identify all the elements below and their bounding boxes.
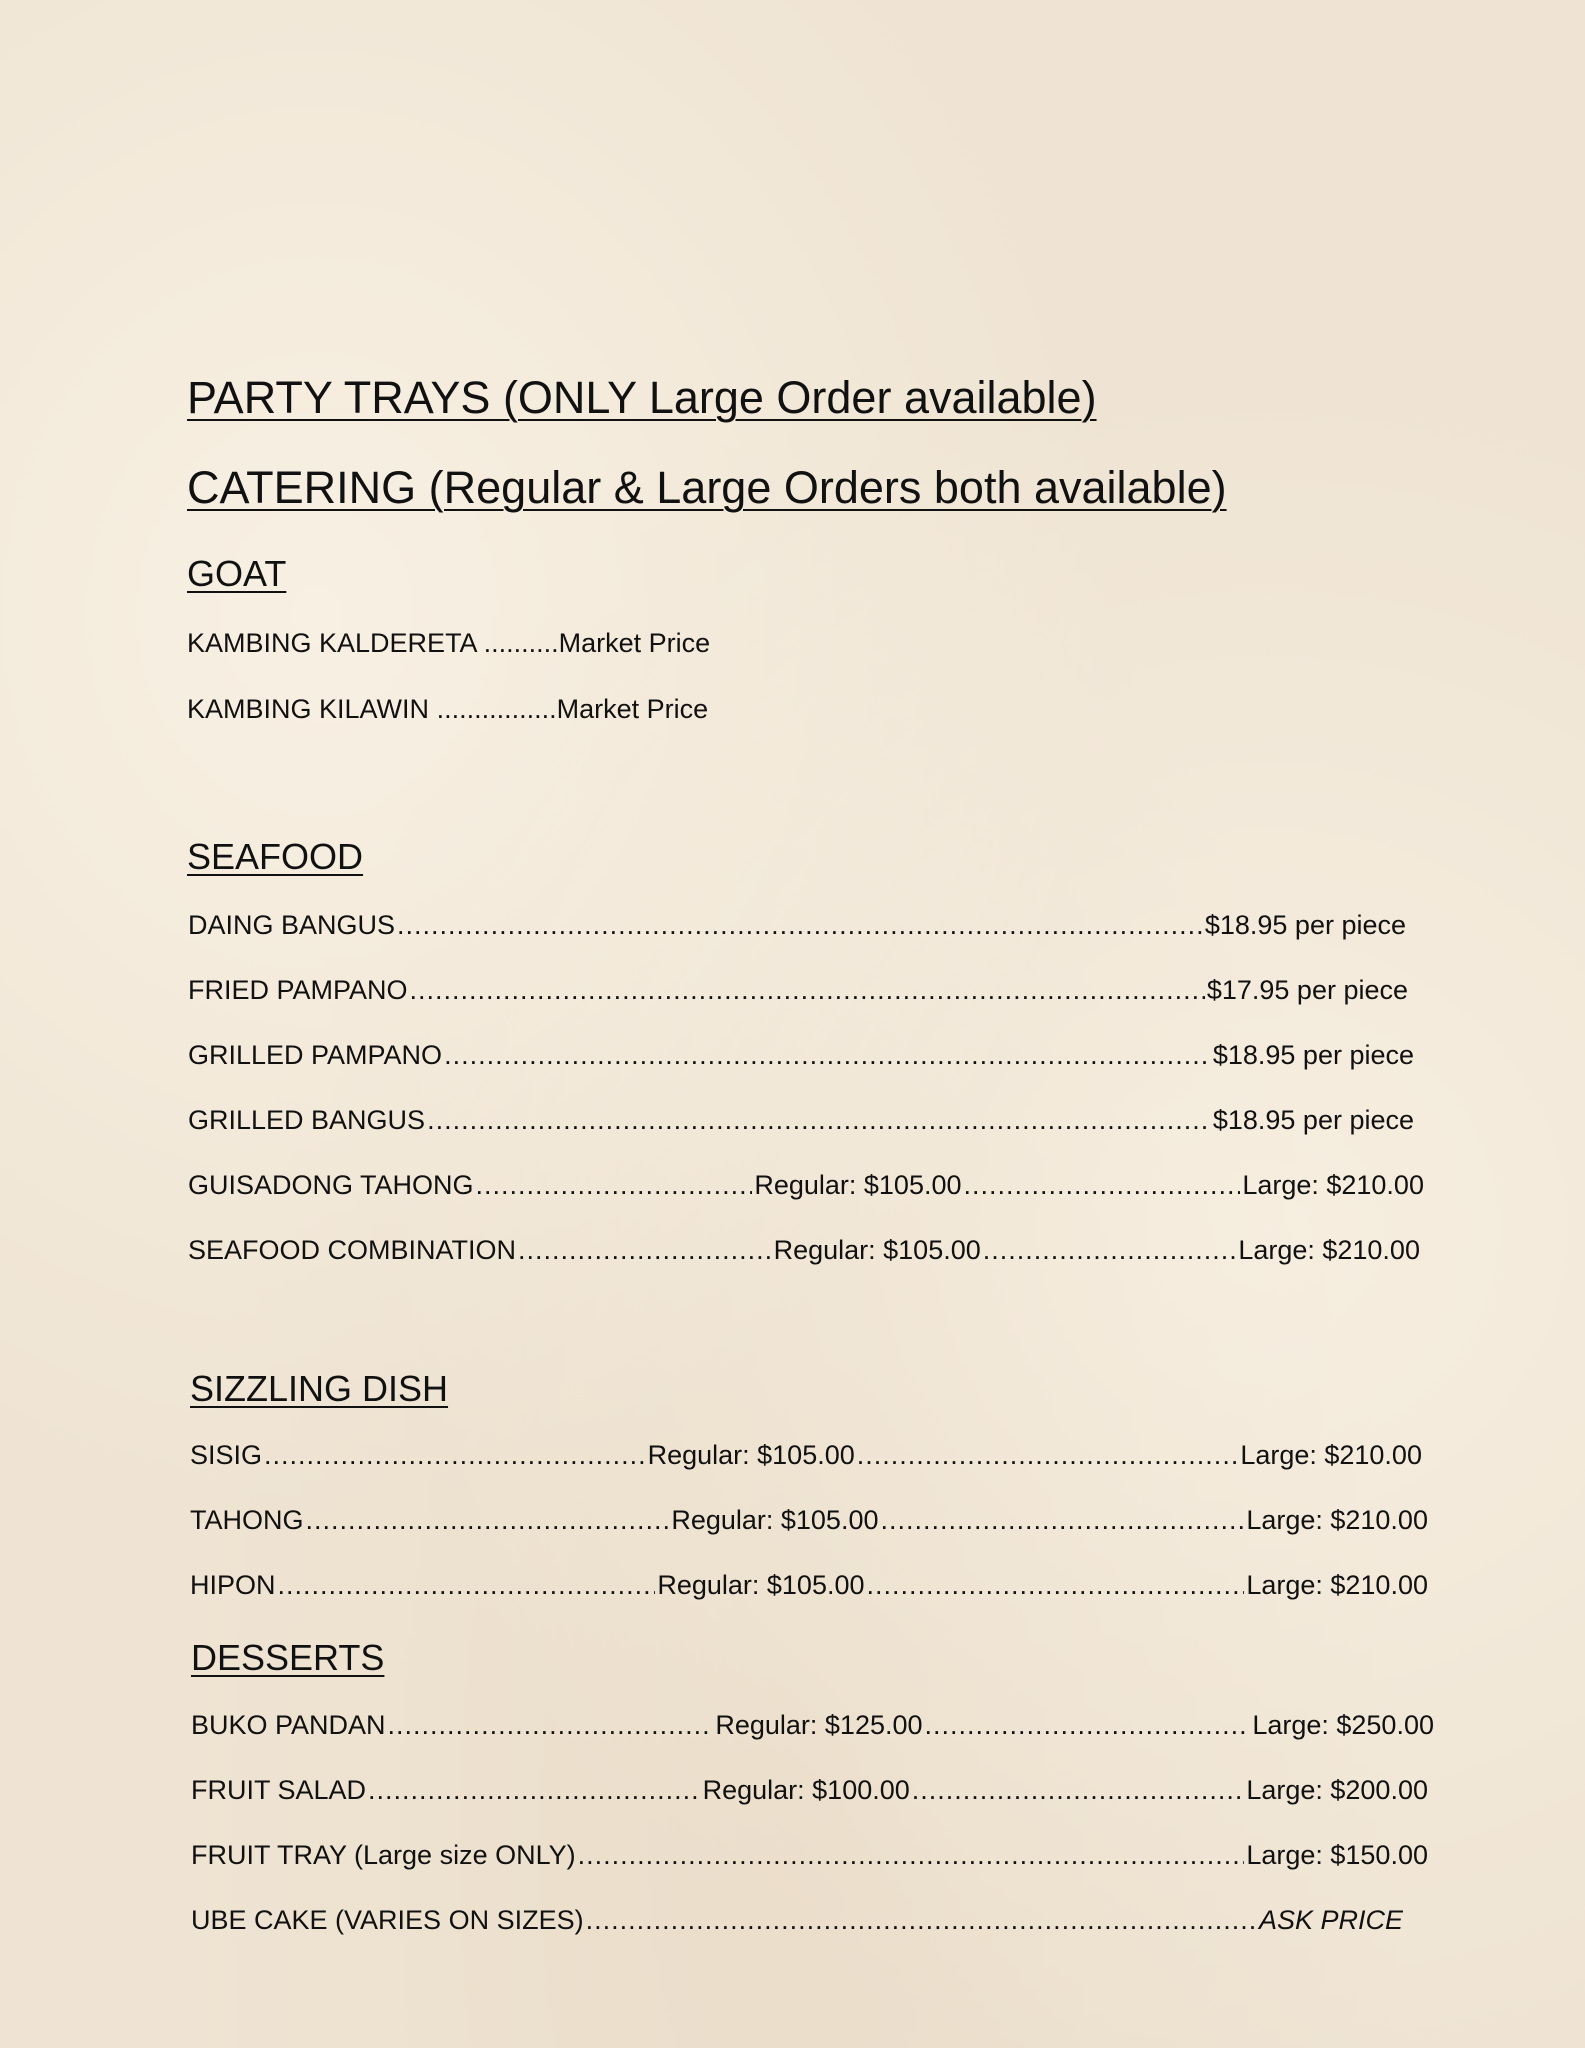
item-leader bbox=[518, 1235, 772, 1266]
item-leader bbox=[925, 1710, 1251, 1741]
item-regular-price: Regular: $105.00 bbox=[671, 1505, 879, 1535]
item-regular-price: Regular: $105.00 bbox=[657, 1570, 865, 1600]
item-regular-price: Regular: $105.00 bbox=[647, 1440, 855, 1470]
item-leader bbox=[397, 910, 1203, 941]
item-name: FRUIT SALAD bbox=[191, 1775, 367, 1805]
item-leader bbox=[368, 1775, 701, 1806]
sizzling-dish-heading: SIZZLING DISH bbox=[190, 1368, 449, 1409]
item-leader bbox=[476, 1170, 753, 1201]
item-price: Market Price bbox=[558, 628, 711, 658]
item-leader bbox=[278, 1570, 656, 1601]
menu-item-kambing-kilawin bbox=[187, 694, 708, 725]
seafood-heading: SEAFOOD bbox=[187, 836, 364, 877]
item-regular-price: Regular: $105.00 bbox=[754, 1170, 962, 1200]
item-leader bbox=[880, 1505, 1244, 1536]
item-large-price: Large: $210.00 bbox=[1246, 1505, 1428, 1535]
menu-item-sisig bbox=[190, 1440, 1422, 1471]
item-name: SISIG bbox=[190, 1440, 263, 1470]
item-name: TAHONG bbox=[190, 1505, 304, 1535]
item-name: GRILLED BANGUS bbox=[188, 1105, 426, 1135]
item-leader bbox=[964, 1170, 1241, 1201]
item-large-price: Large: $150.00 bbox=[1246, 1840, 1428, 1870]
catering-title: CATERING (Regular & Large Orders both available) bbox=[187, 462, 1227, 513]
item-leader bbox=[410, 975, 1205, 1006]
party-trays-title: PARTY TRAYS (ONLY Large Order available) bbox=[187, 372, 1097, 423]
item-leader: .......... bbox=[483, 628, 559, 658]
item-large-price: Large: $210.00 bbox=[1238, 1235, 1420, 1265]
item-large-price: Large: $210.00 bbox=[1242, 1170, 1424, 1200]
item-leader bbox=[586, 1905, 1257, 1936]
menu-item-tahong bbox=[190, 1505, 1428, 1536]
menu-item-ube-cake bbox=[191, 1905, 1403, 1936]
menu-item-hipon bbox=[190, 1570, 1428, 1601]
item-name: KAMBING KALDERETA bbox=[187, 628, 477, 658]
item-name: SEAFOOD COMBINATION bbox=[188, 1235, 517, 1265]
item-name: GRILLED PAMPANO bbox=[188, 1040, 443, 1070]
menu-item-fruit-tray bbox=[191, 1840, 1428, 1871]
goat-heading: GOAT bbox=[187, 553, 287, 594]
item-name: UBE CAKE (VARIES ON SIZES) bbox=[191, 1905, 584, 1935]
menu-item-fried-pampano bbox=[188, 975, 1408, 1006]
menu-item-grilled-bangus bbox=[188, 1105, 1414, 1136]
item-large-price: Large: $210.00 bbox=[1246, 1570, 1428, 1600]
item-large-price: Large: $200.00 bbox=[1246, 1775, 1428, 1805]
item-name: GUISADONG TAHONG bbox=[188, 1170, 474, 1200]
item-leader bbox=[444, 1040, 1211, 1071]
item-price: $18.95 per piece bbox=[1212, 1040, 1414, 1070]
item-large-price: Large: $250.00 bbox=[1252, 1710, 1434, 1740]
menu-item-fruit-salad bbox=[191, 1775, 1428, 1806]
item-name: HIPON bbox=[190, 1570, 276, 1600]
item-name: FRUIT TRAY (Large size ONLY) bbox=[191, 1840, 576, 1870]
menu-item-kambing-kaldereta bbox=[187, 628, 710, 659]
item-leader bbox=[857, 1440, 1239, 1471]
item-leader bbox=[867, 1570, 1245, 1601]
item-regular-price: Regular: $125.00 bbox=[715, 1710, 923, 1740]
item-leader bbox=[912, 1775, 1245, 1806]
item-leader bbox=[264, 1440, 646, 1471]
item-leader bbox=[983, 1235, 1237, 1266]
item-name: BUKO PANDAN bbox=[191, 1710, 386, 1740]
item-regular-price: Regular: $100.00 bbox=[702, 1775, 910, 1805]
menu-item-buko-pandan bbox=[191, 1710, 1434, 1741]
item-name: FRIED PAMPANO bbox=[188, 975, 408, 1005]
item-price: Market Price bbox=[556, 694, 709, 724]
item-name: DAING BANGUS bbox=[188, 910, 396, 940]
menu-item-grilled-pampano bbox=[188, 1040, 1414, 1071]
item-price: $17.95 per piece bbox=[1206, 975, 1408, 1005]
item-price: $18.95 per piece bbox=[1212, 1105, 1414, 1135]
item-regular-price: Regular: $105.00 bbox=[773, 1235, 981, 1265]
item-leader bbox=[578, 1840, 1245, 1871]
menu-item-daing-bangus bbox=[188, 910, 1406, 941]
item-large-price: Large: $210.00 bbox=[1240, 1440, 1422, 1470]
item-price: ASK PRICE bbox=[1258, 1905, 1403, 1935]
menu-item-seafood-combination bbox=[188, 1235, 1420, 1266]
item-name: KAMBING KILAWIN bbox=[187, 694, 430, 724]
menu-item-guisadong-tahong bbox=[188, 1170, 1424, 1201]
item-leader: ................ bbox=[436, 694, 557, 724]
item-leader bbox=[306, 1505, 670, 1536]
item-price: $18.95 per piece bbox=[1204, 910, 1406, 940]
item-leader bbox=[427, 1105, 1211, 1136]
desserts-heading: DESSERTS bbox=[191, 1637, 385, 1678]
item-leader bbox=[388, 1710, 714, 1741]
